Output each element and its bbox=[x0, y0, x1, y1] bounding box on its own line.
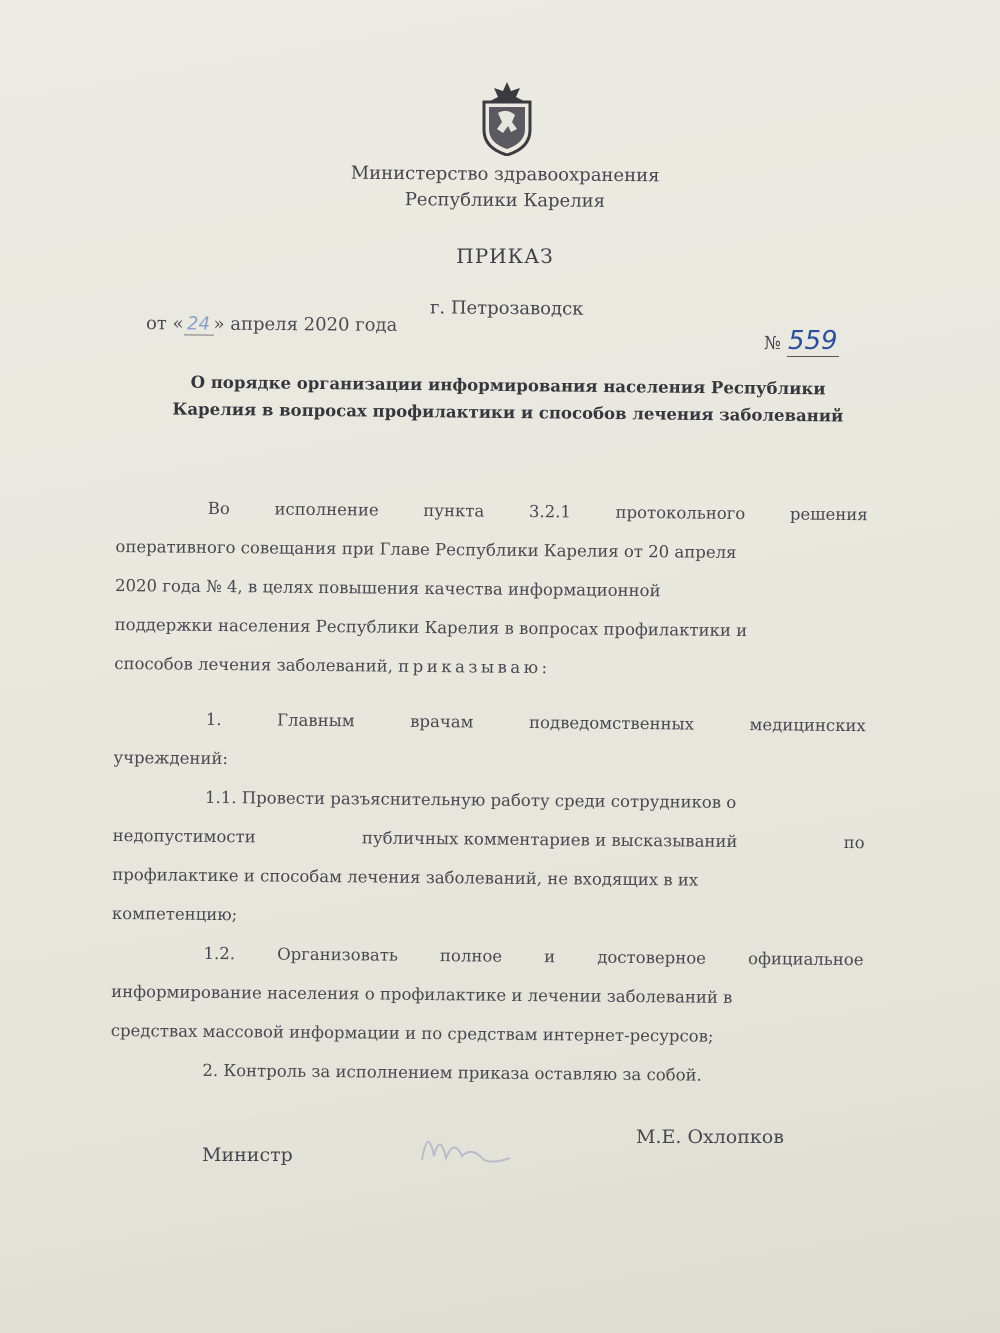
word: исполнение bbox=[274, 499, 379, 520]
number-prefix: № bbox=[764, 333, 782, 354]
paragraph-1-line-4: поддержки населения Республики Карелия в вопросах профилактики и bbox=[114, 614, 748, 641]
item-1-2-line-2: информирование населения о профилактике и лечении заболеваний в bbox=[111, 981, 733, 1007]
handwritten-signature-icon bbox=[410, 1116, 520, 1176]
signatory-position: Министр bbox=[202, 1144, 293, 1166]
word: протокольного bbox=[615, 502, 746, 524]
word: пункта bbox=[423, 500, 485, 521]
document-type: ПРИКАЗ bbox=[456, 244, 554, 268]
word: и bbox=[544, 947, 556, 967]
word: недопустимости bbox=[112, 825, 256, 847]
item-1-1-line-1: 1.1. Провести разъяснительную работу среди сотрудников о bbox=[204, 787, 737, 812]
paragraph-1-line-2: оперативного совещания при Главе Республики Карелия от 20 апреля bbox=[115, 536, 737, 562]
word: Главным bbox=[277, 710, 355, 731]
number-value: 559 bbox=[787, 326, 838, 356]
paragraph-1-text: способов лечения заболеваний, bbox=[114, 653, 394, 676]
signature-block bbox=[0, 1120, 1000, 1180]
word: медицинских bbox=[749, 715, 866, 736]
date-suffix: » апреля 2020 года bbox=[213, 313, 398, 336]
word: официальное bbox=[747, 949, 864, 970]
word: 1. bbox=[205, 709, 222, 730]
order-subject bbox=[152, 368, 865, 429]
word: 3.2.1 bbox=[528, 501, 571, 522]
word: решения bbox=[789, 504, 868, 525]
item-2: 2. Контроль за исполнением приказа оставляю за собой. bbox=[202, 1060, 702, 1085]
ministry-line-2: Республики Карелия bbox=[404, 189, 606, 212]
date-day: 24 bbox=[183, 313, 213, 335]
city: г. Петрозаводск bbox=[429, 297, 584, 320]
paragraph-1-line-5 bbox=[114, 644, 866, 690]
word: достоверное bbox=[597, 947, 707, 968]
word: Организовать bbox=[277, 944, 398, 965]
item-1-line-2: учреждений: bbox=[113, 747, 229, 769]
order-date bbox=[146, 313, 397, 337]
word: по bbox=[843, 833, 865, 853]
order-number bbox=[764, 326, 839, 357]
ministry-name bbox=[300, 160, 710, 216]
order-keyword: приказываю: bbox=[398, 656, 551, 678]
word: публичных комментариев и высказываний bbox=[361, 828, 738, 851]
item-1-1-line-4: компетенцию; bbox=[111, 903, 238, 925]
word: врачам bbox=[410, 711, 474, 732]
date-prefix: от « bbox=[145, 313, 184, 335]
word: 1.2. bbox=[203, 943, 236, 964]
word: полное bbox=[439, 946, 503, 966]
word: Во bbox=[207, 498, 230, 519]
item-1-1-line-3: профилактике и способам лечения заболеваний, не входящих в их bbox=[112, 864, 699, 890]
karelia-coat-of-arms-icon bbox=[478, 82, 536, 156]
ministry-line-1: Министерство здравоохранения bbox=[350, 162, 660, 187]
order-body bbox=[110, 488, 868, 1096]
subject-line-1: О порядке организации информирования населения Республики bbox=[190, 372, 826, 399]
paragraph-1-line-3: 2020 года № 4, в целях повышения качества информационной bbox=[114, 575, 661, 601]
word: подведомственных bbox=[528, 712, 695, 734]
subject-line-2: Карелия в вопросах профилактики и способов лечения заболеваний bbox=[172, 399, 844, 426]
signatory-name: М.Е. Охлопков bbox=[636, 1126, 784, 1148]
item-1-2-line-3: средствах массовой информации и по средствам интернет-ресурсов; bbox=[110, 1020, 714, 1046]
